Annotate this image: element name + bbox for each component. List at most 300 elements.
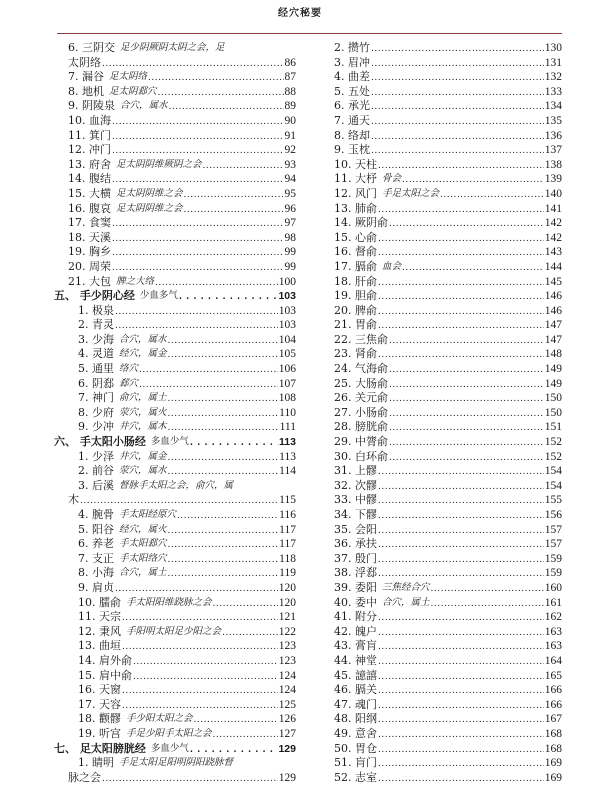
entry-note: 脾之大络 [116,275,155,287]
toc-entry[interactable] [68,698,296,713]
page-number: 92 [284,144,296,157]
dot-leader [122,698,278,713]
dot-leader [378,669,544,684]
toc-entry[interactable] [68,231,296,246]
toc-entry[interactable] [334,581,562,596]
page-number: 113 [279,436,296,449]
dot-leader [184,187,284,202]
toc-entry[interactable] [334,99,562,114]
entry-note: 经穴，属金 [119,348,167,360]
page-number: 152 [544,436,562,449]
entry-note: 手太阳经原穴 [119,509,177,520]
dot-leader [378,347,544,362]
page-number: 90 [284,114,296,127]
toc-entry[interactable] [68,479,296,494]
entry-label: 25. 大肠俞 [334,376,388,390]
page-number: 87 [284,71,296,84]
entry-label: 19. 听宫 [78,726,121,740]
toc-entry[interactable] [334,158,562,173]
dot-leader [115,304,278,319]
toc-entry[interactable] [334,85,562,100]
dot-leader [378,698,544,713]
dot-leader [177,508,278,523]
page-number: 143 [544,246,562,259]
dot-leader [389,450,544,465]
entry-label: 17. 食窦 [68,216,111,230]
entry-label: 6. 养老 [78,537,114,551]
page-number: 146 [544,290,562,303]
entry-note: 手少阳太阳之会 [126,713,193,725]
entry-label: 19. 胆俞 [334,289,377,303]
dot-leader [222,625,278,640]
entry-label: 6. 承光 [334,99,370,113]
toc-entry[interactable] [68,566,296,581]
dot-leader [169,99,284,114]
toc-entry[interactable] [68,625,296,640]
entry-note: 手足少阳手太阳之会 [126,727,212,739]
entry-label: 34. 下髎 [334,508,377,521]
toc-entry[interactable] [334,347,562,362]
dot-leader [378,304,544,319]
dot-leader [378,683,544,698]
entry-label: 51. 肓门 [334,756,377,770]
toc-entry[interactable] [68,727,296,742]
dot-leader [378,202,544,217]
dot-leader [402,172,544,187]
page-number: 111 [279,421,296,434]
page-number: 169 [544,757,562,770]
toc-entry[interactable] [68,683,296,698]
dot-leader [203,158,284,173]
toc-entry[interactable] [68,70,296,85]
page-number: 163 [544,640,562,653]
dot-leader [378,493,544,508]
entry-label: 15. 肩中俞 [78,668,132,682]
toc-entry[interactable] [334,596,562,611]
toc-entry[interactable] [68,669,296,684]
dot-leader [378,639,544,654]
toc-entry[interactable] [334,231,562,246]
dot-leader [139,377,278,392]
dot-leader [431,596,544,611]
toc-entry[interactable] [68,391,296,406]
page-number: 137 [544,144,562,157]
toc-entry[interactable] [334,41,562,56]
page-number: 123 [278,640,296,653]
entry-label: 4. 灵道 [78,347,114,361]
toc-entry[interactable] [334,333,562,348]
entry-label: 24. 气海俞 [334,362,388,376]
toc-entry[interactable] [68,420,296,435]
toc-entry[interactable] [68,610,296,625]
toc-entry[interactable] [68,639,296,654]
toc-entry[interactable] [334,552,562,567]
dot-leader [102,771,278,786]
dot-leader [112,231,284,246]
dot-leader [133,654,278,669]
dot-leader [115,581,278,596]
entry-label: 49. 意舍 [334,726,377,740]
page-number: 91 [284,129,296,142]
dot-leader [194,712,278,727]
toc-entry[interactable] [334,654,562,669]
page-number: 136 [544,129,562,142]
page-number: 120 [278,596,296,609]
dot-leader [371,70,544,85]
entry-note: 手足太阳足阳明阴阳跷脉督 [119,757,234,769]
toc-entry[interactable] [334,683,562,698]
toc-entry[interactable] [334,771,562,786]
page-number: 130 [544,42,562,54]
page-number: 159 [544,552,562,565]
entry-label: 6. 阴郄 [78,376,114,390]
dot-leader [389,420,544,435]
dot-leader [378,523,544,538]
toc-entry[interactable] [68,275,296,290]
toc-entry[interactable] [68,596,296,611]
entry-note: 足太阴阴维之会 [116,187,183,199]
entry-note: 合穴，属水 [119,333,167,345]
page-number: 117 [279,523,296,536]
toc-entry[interactable] [68,318,296,333]
entry-label: 8. 少府 [78,405,114,419]
toc-entry[interactable] [334,537,562,552]
toc-entry[interactable] [68,333,296,348]
entry-note: 足太阴阴维之会 [116,202,183,214]
toc-entry[interactable] [68,114,296,129]
dot-leader [122,639,278,654]
page-number: 166 [544,698,562,711]
toc-entry-continuation[interactable] [68,771,296,786]
toc-entry[interactable] [334,698,562,713]
toc-entry[interactable] [334,610,562,625]
toc-entry[interactable] [68,347,296,362]
toc-entry[interactable] [68,245,296,260]
entry-label: 37. 殷门 [334,551,377,565]
dot-leader [115,318,278,333]
page-number: 162 [544,611,562,624]
entry-note: 俞穴，属土 [119,392,167,404]
entry-label: 45. 譩譆 [334,668,377,682]
dot-leader [378,742,544,757]
entry-note: 多血少气 [150,436,189,448]
entry-label: 6. 三阴交 [68,41,115,54]
entry-label: 1. 极泉 [78,303,114,317]
entry-label: 18. 天溪 [68,230,111,244]
toc-entry[interactable] [68,172,296,187]
entry-note: 手太阳郄穴 [119,538,167,550]
entry-note: 经穴，属火 [119,523,167,535]
entry-label: 7. 支正 [78,551,114,565]
toc-entry[interactable] [68,158,296,173]
page-number: 149 [544,377,562,390]
dot-leader [190,742,278,757]
toc-entry[interactable] [334,756,562,771]
entry-label: 19. 胸乡 [68,245,111,259]
page-number: 121 [278,611,296,624]
dot-leader [378,566,544,581]
dot-leader [378,464,544,479]
toc-entry-continuation[interactable] [68,493,296,508]
entry-label: 3. 眉冲 [334,55,370,69]
toc-entry[interactable] [68,450,296,465]
toc-entry[interactable] [334,304,562,319]
dot-leader [190,435,278,450]
page-number: 144 [544,260,562,273]
dot-leader [389,435,544,450]
entry-label: 8. 地机 [68,84,104,98]
page-number: 103 [278,290,296,303]
toc-entry-continuation[interactable] [68,56,296,71]
toc-entry[interactable] [334,523,562,538]
entry-note: 多血少气 [150,742,189,754]
dot-leader [440,187,544,202]
entry-label: 18. 颧髎 [78,712,121,726]
toc-entry[interactable] [334,742,562,757]
toc-entry[interactable] [334,712,562,727]
dot-leader [389,362,544,377]
entry-label: 脉之会 [68,770,101,784]
entry-label: 六、 手太阳小肠经 [54,435,146,449]
page-number: 93 [284,158,296,171]
entry-note: 督脉手太阳之会，俞穴，属 [119,479,234,491]
toc-entry[interactable] [68,712,296,727]
toc-entry[interactable] [334,56,562,71]
toc-entry[interactable] [334,143,562,158]
entry-label: 7. 通天 [334,113,370,127]
toc-entry[interactable] [68,99,296,114]
dot-leader [378,245,544,260]
toc-entry[interactable] [68,129,296,144]
toc-entry[interactable] [334,464,562,479]
entry-label: 16. 腹哀 [68,201,111,215]
toc-entry[interactable] [68,202,296,217]
toc-entry[interactable] [334,172,562,187]
entry-label: 52. 志室 [334,770,377,784]
entry-note: 合穴，属土 [382,596,430,608]
toc-entry[interactable] [68,362,296,377]
page-number: 129 [278,771,296,784]
toc-entry[interactable] [334,377,562,392]
dot-leader [371,129,544,144]
toc-entry[interactable] [334,216,562,231]
toc-entry[interactable] [334,639,562,654]
toc-entry[interactable] [68,260,296,275]
page-number: 99 [284,246,296,259]
entry-label: 12. 秉风 [78,624,121,638]
entry-label: 11. 大杼 [334,172,377,186]
entry-label: 21. 胃俞 [334,318,377,332]
page-number: 168 [544,742,562,755]
dot-leader [378,479,544,494]
page-number: 98 [284,231,296,244]
toc-section-heading[interactable] [54,289,296,304]
dot-leader [139,362,278,377]
toc-entry[interactable] [334,406,562,421]
page-number: 148 [544,348,562,361]
entry-label: 30. 白环俞 [334,449,388,463]
page-number: 107 [278,377,296,390]
page-number: 122 [278,625,296,638]
entry-note: 手太阳阳维跷脉之会 [126,596,212,608]
page-number: 135 [544,114,562,127]
toc-entry[interactable] [68,187,296,202]
entry-label: 5. 通里 [78,362,114,376]
toc-entry[interactable] [68,508,296,523]
entry-label: 31. 上髎 [334,464,377,478]
toc-entry[interactable] [334,70,562,85]
toc-entry[interactable] [68,464,296,479]
page-number: 120 [278,581,296,594]
page-number: 146 [544,304,562,317]
toc-entry[interactable] [334,245,562,260]
entry-note: 荥穴，属火 [119,406,167,418]
toc-entry[interactable] [334,275,562,290]
toc-entry[interactable] [68,304,296,319]
toc-entry[interactable] [334,669,562,684]
toc-entry[interactable] [334,508,562,523]
toc-entry[interactable] [334,420,562,435]
dot-leader [168,566,279,581]
toc-section-heading[interactable] [54,435,296,450]
dot-leader [378,625,544,640]
toc-entry[interactable] [334,391,562,406]
page-number: 154 [544,465,562,478]
entry-label: 10. 血海 [68,113,111,127]
dot-leader [184,202,284,217]
entry-label: 26. 关元俞 [334,391,388,405]
toc-entry[interactable] [334,493,562,508]
dot-leader [371,85,544,100]
page-number: 103 [278,319,296,332]
dot-leader [378,275,544,290]
entry-note: 手足太阳之会 [382,187,440,199]
page-number: 126 [278,713,296,726]
entry-label: 9. 少冲 [78,420,114,434]
page-number: 119 [279,567,296,580]
entry-label: 21. 大包 [68,274,111,288]
toc-entry[interactable] [334,202,562,217]
toc-entry[interactable] [334,318,562,333]
entry-label: 32. 次髎 [334,478,377,492]
toc-entry[interactable] [68,377,296,392]
dot-leader [431,581,544,596]
entry-label: 12. 冲门 [68,143,111,157]
page-number: 110 [279,406,296,419]
dot-leader [168,406,279,421]
toc-entry[interactable] [334,114,562,129]
dot-leader [389,377,544,392]
entry-label: 44. 神堂 [334,653,377,667]
page-number: 147 [544,319,562,332]
dot-leader [112,172,284,187]
entry-label: 27. 小肠俞 [334,405,388,419]
entry-label: 7. 漏谷 [68,70,104,84]
entry-label: 8. 络却 [334,128,370,142]
toc-entry[interactable] [334,362,562,377]
dot-leader [371,99,544,114]
page-number: 124 [278,669,296,682]
dot-leader [389,333,544,348]
page-number: 104 [278,333,296,346]
toc-entry[interactable] [334,435,562,450]
entry-label: 五、 手少阴心经 [54,289,135,303]
page-number: 123 [278,654,296,667]
dot-leader [402,260,544,275]
dot-leader [122,683,278,698]
toc-entry[interactable] [334,450,562,465]
toc-entry[interactable] [68,85,296,100]
dot-leader [112,260,284,275]
entry-note: 荥穴，属水 [119,465,167,477]
toc-entry[interactable] [334,479,562,494]
page-number: 156 [544,509,562,521]
toc-section-heading[interactable] [54,742,296,757]
toc-entry[interactable] [68,406,296,421]
toc-entry[interactable] [68,552,296,567]
page-number: 100 [278,275,296,288]
toc-entry[interactable] [68,143,296,158]
dot-leader [378,712,544,727]
toc-entry[interactable] [68,216,296,231]
page-number: 127 [278,727,296,740]
page-number: 138 [544,158,562,171]
toc-entry[interactable] [68,581,296,596]
page-number: 155 [544,494,562,507]
toc-entry[interactable] [334,289,562,304]
dot-leader [378,552,544,567]
entry-label: 28. 膀胱俞 [334,420,388,434]
toc-entry[interactable] [334,187,562,202]
entry-label: 20. 周荣 [68,259,111,273]
dot-leader [378,158,544,173]
page-number: 161 [544,596,562,609]
toc-entry[interactable] [334,625,562,640]
entry-label: 9. 肩贞 [78,580,114,594]
dot-leader [102,56,284,71]
dot-leader [112,216,284,231]
page-number: 165 [544,669,562,682]
dot-leader [148,70,283,85]
entry-label: 48. 阳纲 [334,712,377,726]
entry-note: 井穴，属木 [119,421,167,433]
page-number: 151 [544,421,562,434]
entry-label: 13. 肺俞 [334,201,377,215]
toc-entry[interactable] [68,756,296,771]
toc-entry[interactable] [68,537,296,552]
toc-entry[interactable] [334,566,562,581]
toc-entry[interactable] [334,727,562,742]
dot-leader [389,406,544,421]
entry-label: 七、 足太阳膀胱经 [54,741,146,755]
header-divider [57,33,562,34]
toc-entry[interactable] [334,260,562,275]
page-number: 105 [278,348,296,361]
page-number: 157 [544,523,562,536]
toc-entry[interactable] [334,129,562,144]
entry-label: 43. 膏肓 [334,639,377,653]
entry-label: 23. 肾俞 [334,347,377,361]
entry-note: 三焦经合穴 [382,581,430,593]
toc-entry[interactable] [68,523,296,538]
toc-right-column [334,41,562,785]
entry-label: 1. 少泽 [78,449,114,463]
dot-leader [168,537,279,552]
page-number: 140 [544,187,562,200]
toc-entry[interactable] [68,654,296,669]
entry-label: 42. 魄户 [334,624,377,638]
toc-entry[interactable] [68,41,296,56]
